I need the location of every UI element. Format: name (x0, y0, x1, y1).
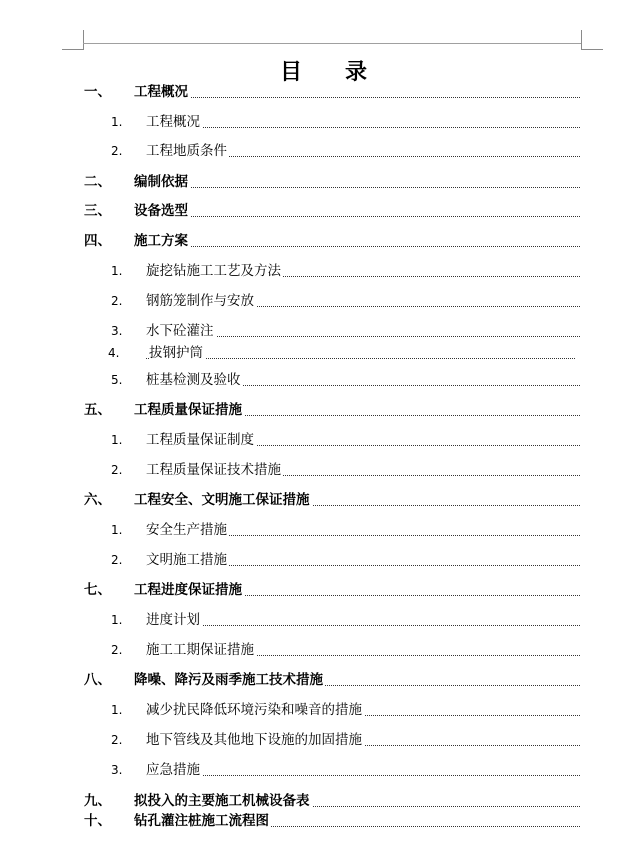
toc-leader-dots (134, 216, 580, 217)
toc-number: 1. (111, 703, 123, 717)
toc-leader-dots (134, 246, 580, 247)
toc-section[interactable] (0, 811, 642, 831)
title-char-2: 录 (345, 60, 368, 85)
toc-number: 五、 (84, 402, 111, 418)
toc-subsection[interactable] (0, 730, 642, 750)
toc-subsection[interactable] (0, 261, 642, 281)
toc-number: 七、 (84, 582, 111, 598)
toc-title: 编制依据 (134, 174, 188, 190)
toc-number: 三、 (84, 203, 111, 219)
toc-subsection[interactable] (0, 700, 642, 720)
toc-title: 应急措施 (146, 762, 200, 778)
toc-title: 工程概况 (146, 114, 200, 130)
toc-number: 3. (111, 324, 123, 338)
toc-title: 地下管线及其他地下设施的加固措施 (146, 732, 362, 748)
toc-section[interactable] (0, 580, 642, 600)
toc-number: 1. (111, 613, 123, 627)
toc-title: 工程质量保证制度 (146, 432, 254, 448)
toc-title: 钻孔灌注桩施工流程图 (134, 813, 269, 829)
toc-title: 设备选型 (134, 203, 188, 219)
toc-section[interactable] (0, 201, 642, 221)
toc-number: 2. (111, 463, 123, 477)
toc-leader-dots (146, 358, 575, 359)
toc-subsection[interactable] (0, 370, 642, 390)
toc-subsection[interactable] (0, 291, 642, 311)
toc-title: 工程概况 (134, 84, 188, 100)
toc-subsection[interactable] (0, 112, 642, 132)
toc-title: 旋挖钻施工工艺及方法 (146, 263, 281, 279)
toc-number: 1. (111, 264, 123, 278)
toc-subsection[interactable] (0, 343, 642, 363)
toc-title: 安全生产措施 (146, 522, 227, 538)
toc-subsection[interactable] (0, 640, 642, 660)
toc-number: 九、 (84, 793, 111, 809)
toc-title: 水下砼灌注 (146, 323, 214, 339)
toc-leader-dots (134, 97, 580, 98)
toc-title: 工程安全、文明施工保证措施 (134, 492, 310, 508)
toc-title: 工程质量保证措施 (134, 402, 242, 418)
toc-title: 工程质量保证技术措施 (146, 462, 281, 478)
toc-number: 2. (111, 144, 123, 158)
toc-title: 施工方案 (134, 233, 188, 249)
toc-section[interactable] (0, 490, 642, 510)
toc-title: 桩基检测及验收 (146, 372, 241, 388)
toc-number: 1. (111, 523, 123, 537)
toc-section[interactable] (0, 82, 642, 102)
toc-section[interactable] (0, 172, 642, 192)
toc-subsection[interactable] (0, 430, 642, 450)
toc-leader-dots (134, 187, 580, 188)
toc-number: 3. (111, 763, 123, 777)
toc-subsection[interactable] (0, 321, 642, 341)
toc-title: 施工工期保证措施 (146, 642, 254, 658)
toc-subsection[interactable] (0, 520, 642, 540)
toc-leader-dots (146, 775, 580, 776)
toc-number: 一、 (84, 84, 111, 100)
toc-number: 八、 (84, 672, 111, 688)
toc-title: 拔钢护筒 (149, 345, 203, 361)
toc-section[interactable] (0, 791, 642, 811)
toc-title: 拟投入的主要施工机械设备表 (134, 793, 310, 809)
toc-number: 1. (111, 115, 123, 129)
toc-leader-dots (146, 625, 580, 626)
toc-number: 2. (111, 733, 123, 747)
toc-title: 减少扰民降低环境污染和噪音的措施 (146, 702, 362, 718)
toc-subsection[interactable] (0, 760, 642, 780)
toc-number: 1. (111, 433, 123, 447)
toc-number: 2. (111, 294, 123, 308)
toc-title: 进度计划 (146, 612, 200, 628)
toc-title: 工程地质条件 (146, 143, 227, 159)
toc-number: 2. (111, 553, 123, 567)
toc-number: 十、 (84, 813, 111, 829)
toc-number: 四、 (84, 233, 111, 249)
toc-title: 工程进度保证措施 (134, 582, 242, 598)
toc-subsection[interactable] (0, 610, 642, 630)
toc-title: 降噪、降污及雨季施工技术措施 (134, 672, 323, 688)
toc-subsection[interactable] (0, 460, 642, 480)
toc-section[interactable] (0, 231, 642, 251)
toc-number: 5. (111, 373, 123, 387)
toc-section[interactable] (0, 400, 642, 420)
toc-subsection[interactable] (0, 141, 642, 161)
toc-number: 六、 (84, 492, 111, 508)
toc-title: 文明施工措施 (146, 552, 227, 568)
toc-number: 2. (111, 643, 123, 657)
toc-number: 4. (108, 346, 120, 360)
toc-title: 钢筋笼制作与安放 (146, 293, 254, 309)
header-rule (83, 43, 581, 44)
toc-number: 二、 (84, 174, 111, 190)
toc-section[interactable] (0, 670, 642, 690)
toc-leader-dots (146, 127, 580, 128)
toc-subsection[interactable] (0, 550, 642, 570)
title-char-1: 目 (280, 60, 303, 85)
